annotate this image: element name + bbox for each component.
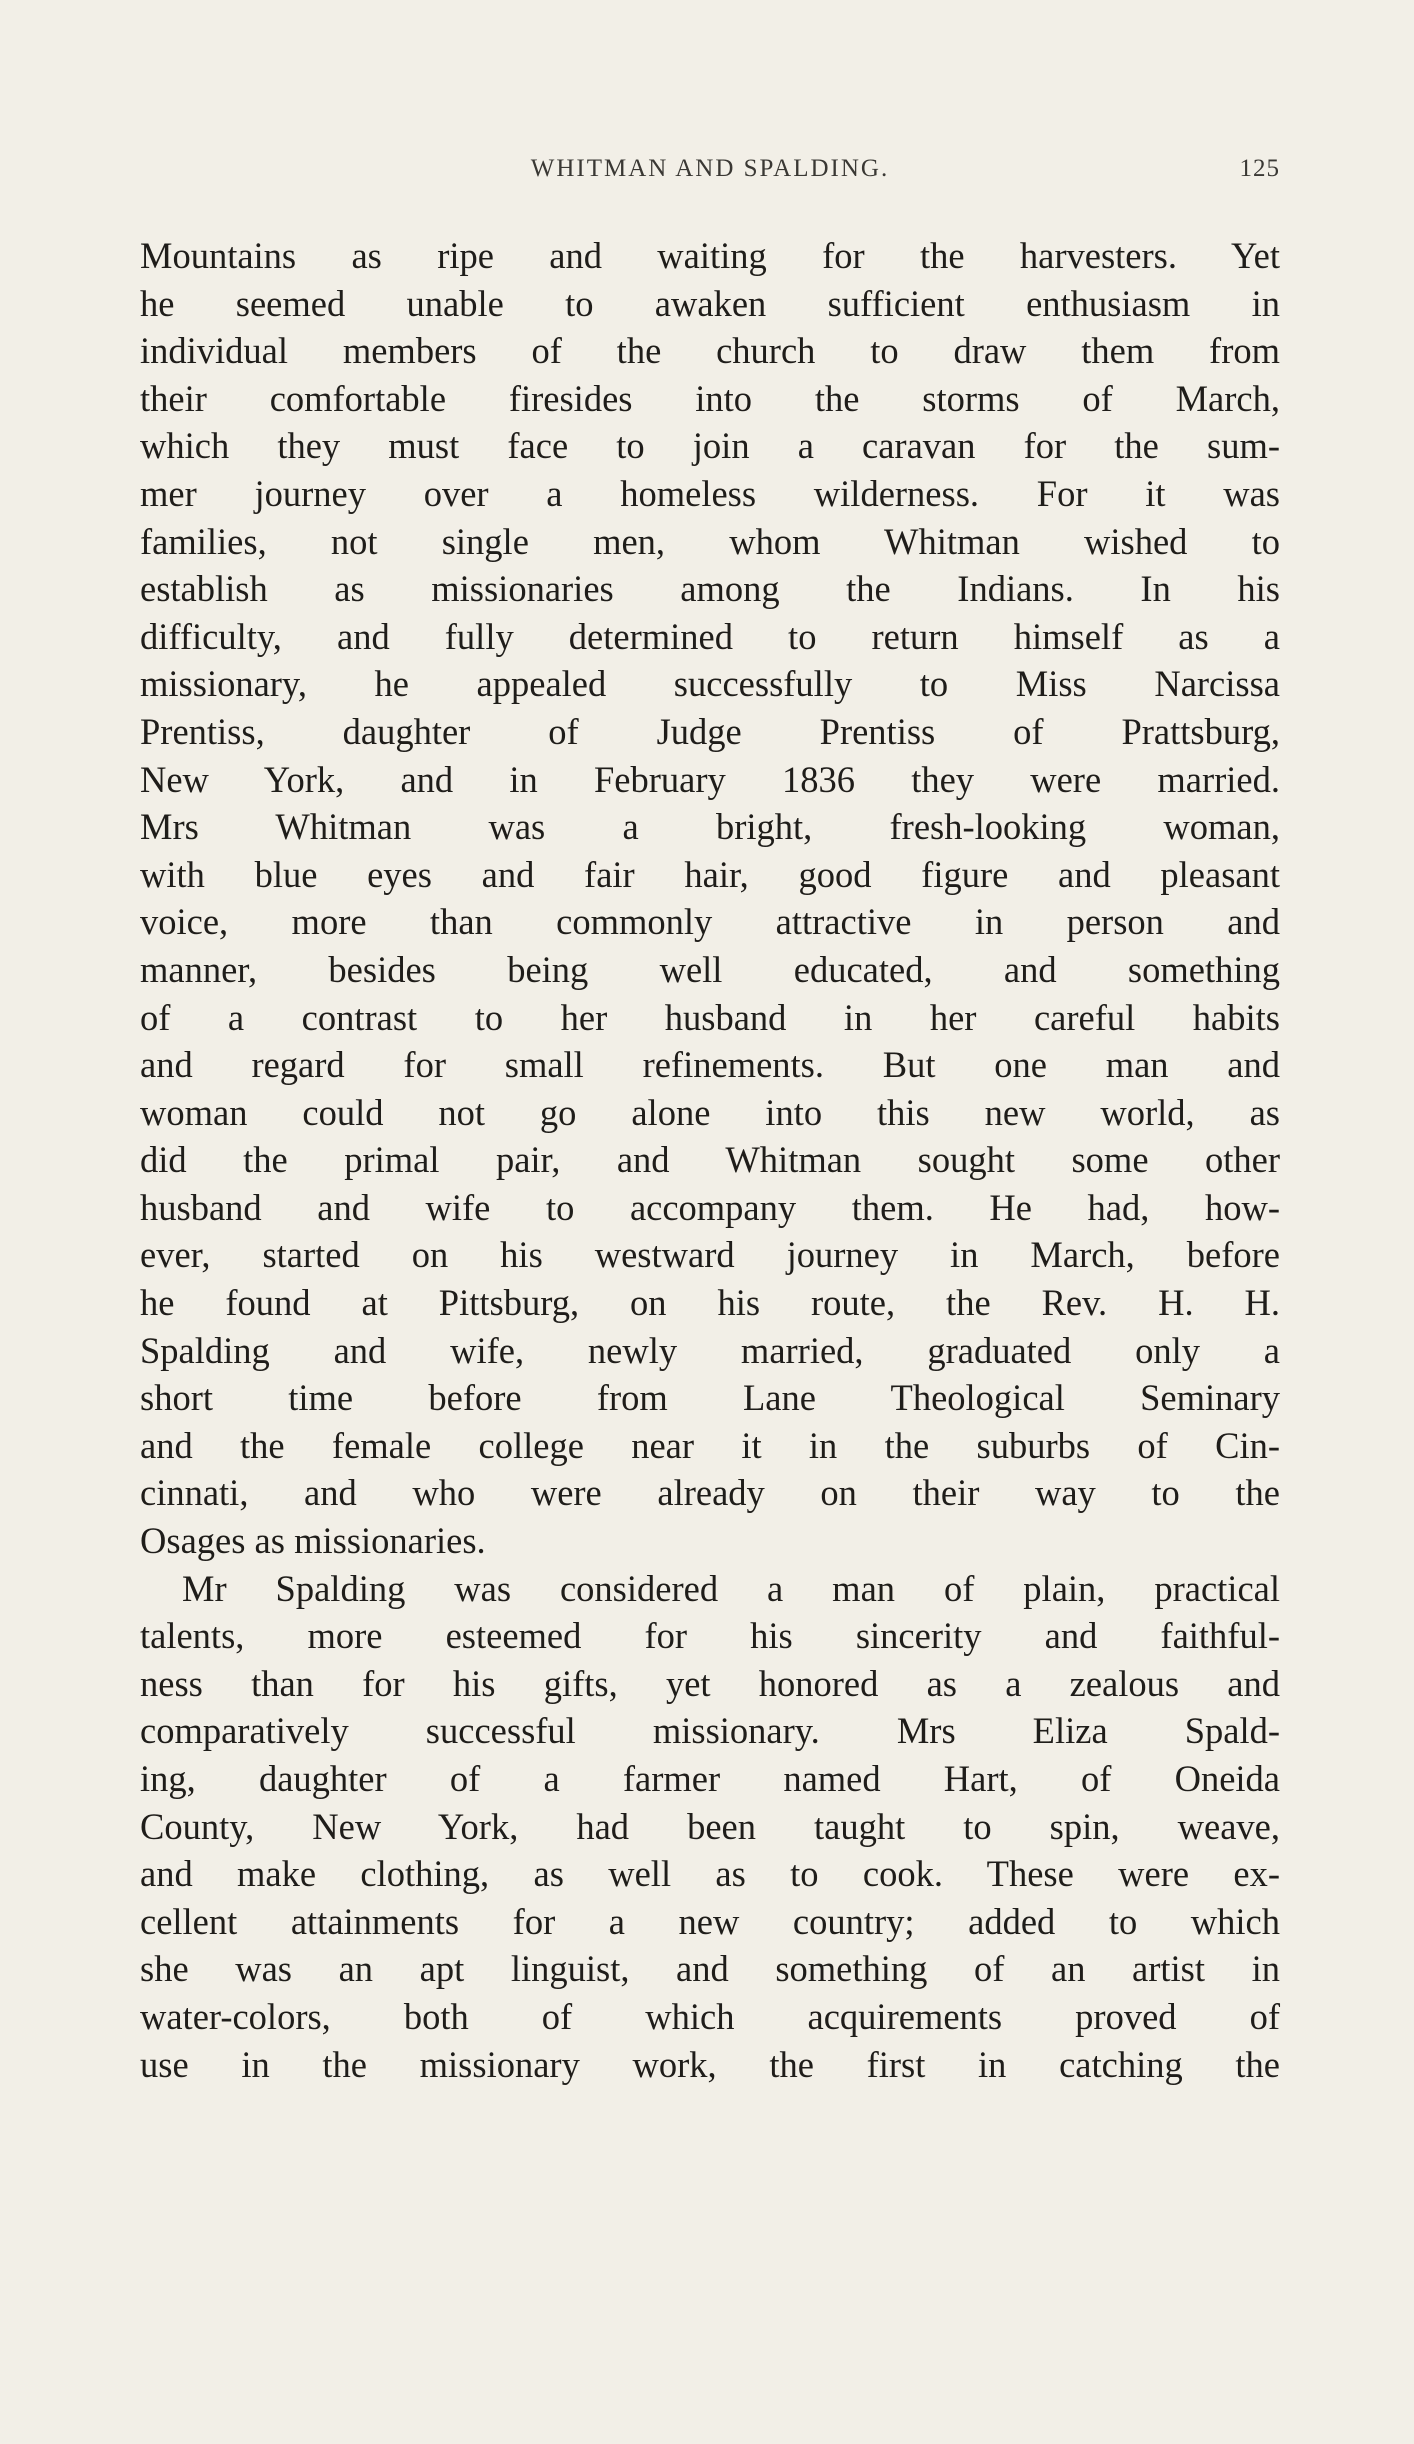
paragraph-end-line: Osages as missionaries. (140, 1520, 486, 1562)
text-line: cellent attainments for a new country; added to which (140, 1900, 1280, 1942)
text-line: establish as missionaries among the Indians. In his (140, 568, 1280, 610)
text-line: he seemed unable to awaken sufficient enthusiasm in (140, 282, 1280, 324)
text-line: families, not single men, whom Whitman wished to (140, 520, 1280, 562)
text-line: and the female college near it in the suburbs of Cin- (140, 1424, 1280, 1466)
text-line: individual members of the church to draw them from (140, 330, 1280, 372)
text-line: short time before from Lane Theological Seminary (140, 1377, 1280, 1419)
text-line: and regard for small refinements. But one man and (140, 1044, 1280, 1086)
text-line: of a contrast to her husband in her careful habits (140, 996, 1280, 1038)
text-line: ever, started on his westward journey in March, before (140, 1234, 1280, 1276)
text-line: and make clothing, as well as to cook. These were ex- (140, 1853, 1280, 1895)
running-head: WHITMAN AND SPALDING. (530, 155, 890, 182)
text-line: manner, besides being well educated, and something (140, 948, 1280, 990)
text-line: water-colors, both of which acquirements proved of (140, 1995, 1280, 2037)
text-line: talents, more esteemed for his sincerity and faithful- (140, 1615, 1280, 1657)
text-line: New York, and in February 1836 they were married. (140, 758, 1280, 800)
text-line: comparatively successful missionary. Mrs Eliza Spald- (140, 1710, 1280, 1752)
text-line: difficulty, and fully determined to return himself as a (140, 615, 1280, 657)
text-line: ness than for his gifts, yet honored as a zealous and (140, 1662, 1280, 1704)
text-line: woman could not go alone into this new world, as (140, 1091, 1280, 1133)
text-line: she was an apt linguist, and something of an artist in (140, 1948, 1280, 1990)
body-text (140, 232, 1280, 2088)
text-line: County, New York, had been taught to spin, weave, (140, 1805, 1280, 1847)
text-line: did the primal pair, and Whitman sought some other (140, 1139, 1280, 1181)
text-line: cinnati, and who were already on their way to the (140, 1472, 1280, 1514)
text-line: Prentiss, daughter of Judge Prentiss of Prattsburg, (140, 710, 1280, 752)
text-line: Mountains as ripe and waiting for the harvesters. Yet (140, 235, 1280, 276)
text-line: mer journey over a homeless wilderness. For it was (140, 472, 1280, 514)
text-line: with blue eyes and fair hair, good figure and pleasant (140, 853, 1280, 895)
text-line: Mrs Whitman was a bright, fresh-looking woman, (140, 806, 1280, 848)
text-line: husband and wife to accompany them. He had, how- (140, 1186, 1280, 1228)
text-line: voice, more than commonly attractive in person and (140, 901, 1280, 943)
paragraph-start-line: Mr Spalding was considered a man of plain, practical (182, 1567, 1280, 1609)
text-line: ing, daughter of a farmer named Hart, of Oneida (140, 1758, 1280, 1799)
text-line: he found at Pittsburg, on his route, the Rev. H. H. (140, 1282, 1280, 1324)
text-line: Spalding and wife, newly married, graduated only a (140, 1329, 1280, 1371)
page-header (140, 155, 1280, 195)
text-line: their comfortable firesides into the storms of March, (140, 377, 1280, 419)
text-line: missionary, he appealed successfully to Miss Narcissa (140, 663, 1280, 705)
text-line: use in the missionary work, the first in catching the (140, 2043, 1280, 2085)
page-number: 125 (1239, 155, 1280, 182)
text-line: which they must face to join a caravan for the sum- (140, 425, 1280, 467)
